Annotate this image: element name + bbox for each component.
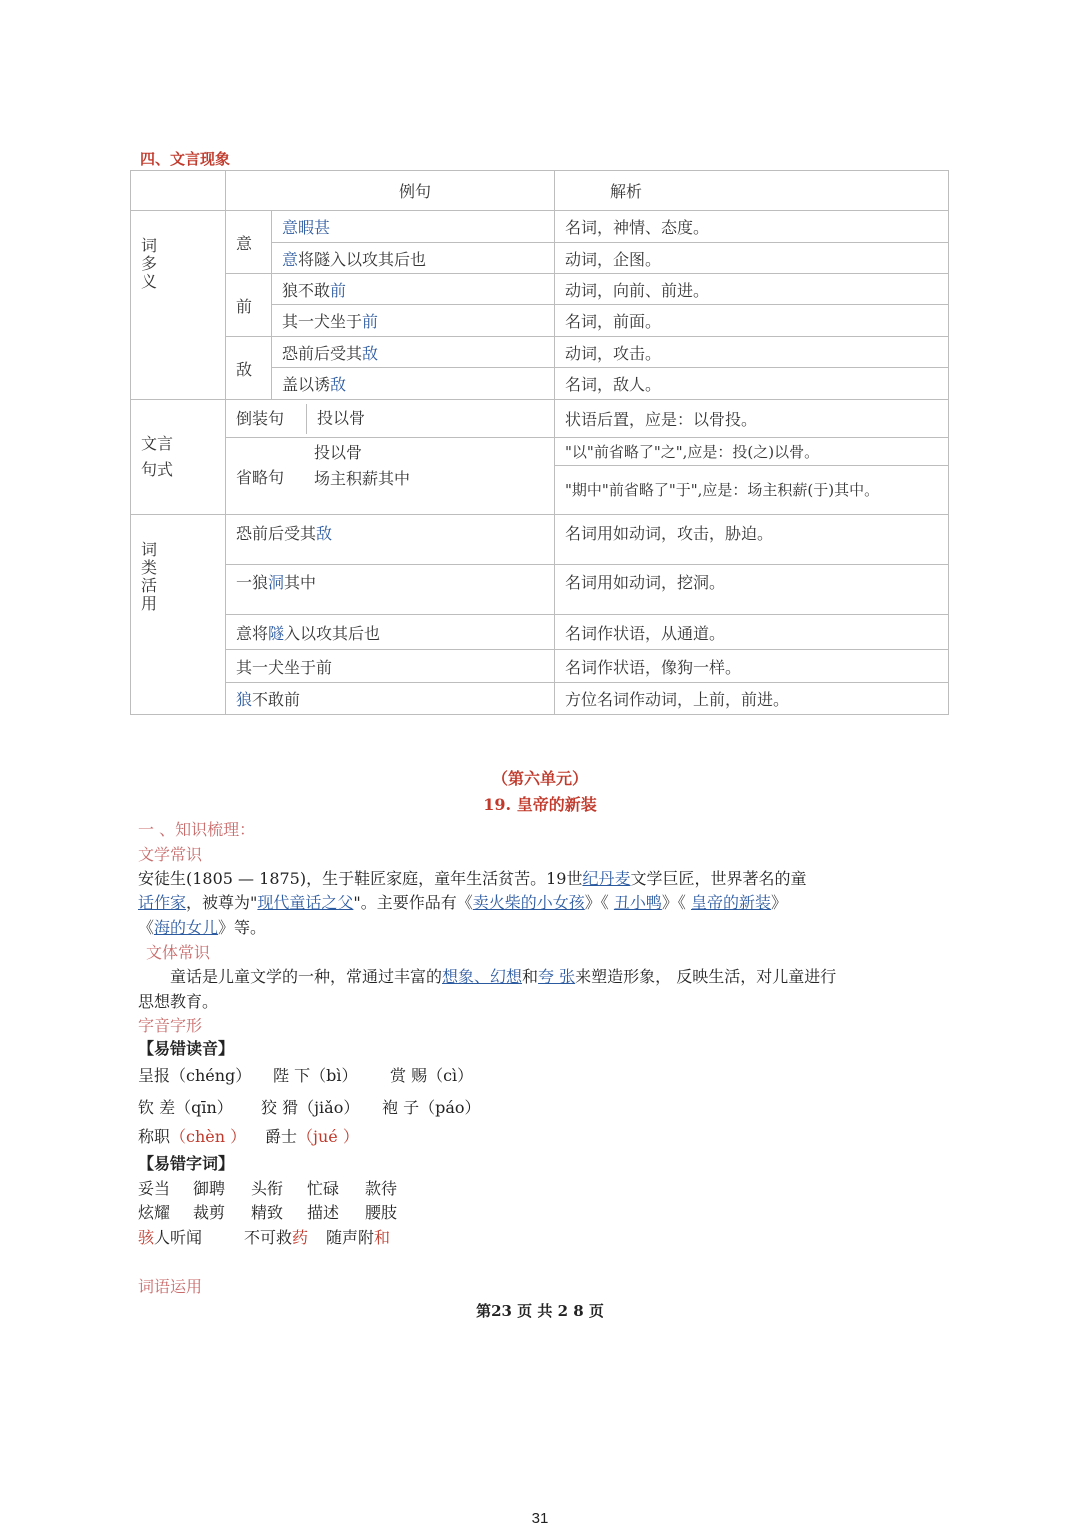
word-label: 敌 [226,337,272,400]
knowledge-heading: 一 、知识梳理： [138,820,256,839]
unit-title: （第六单元） [491,769,588,788]
pron-item: 袍 子（páo） [382,1098,481,1117]
example-post: 坐于前 [284,657,333,677]
example-post: 其中 [284,573,317,592]
lesson-title: 19. 皇帝的新装 [483,795,597,814]
example-cell [272,305,555,337]
analysis-cell: "以"前省略了"之",应是：投(之)以骨。 [555,438,949,466]
example-cell [272,243,555,274]
underlined-text: 纪丹麦 [582,869,631,888]
example-cell [226,615,555,650]
word-item: 裁剪 [193,1203,226,1222]
example-cell [226,400,555,438]
category-label: 词类活用 [141,540,158,613]
text: 和 [522,967,539,986]
analysis-cell: 名词用如动词，挖洞。 [555,565,949,615]
char-heading: 字音字形 [138,1016,203,1035]
category-usage [131,515,226,715]
example-cell [272,211,555,243]
example-highlight: 隧 [268,623,285,643]
pron-item: 赏 赐（cì） [390,1066,474,1085]
category-sentence [131,400,226,515]
word-item: 描述 [307,1203,340,1222]
pattern-label: 省略句 [236,467,285,487]
example-pre: 恐前后受其 [236,524,317,543]
page-footer: 第23 页 共 2 8 页 [476,1302,604,1320]
underlined-text: 皇帝的新装 [691,893,772,912]
usage-heading: 词语运用 [138,1277,203,1296]
text: 》《 [584,893,614,912]
text: 来塑造形象， 反映生活，对儿童进行 [575,967,837,986]
word-item: 款待 [365,1179,398,1198]
table-row [131,400,949,438]
analysis-cell: 名词作状语，像狗一样。 [555,650,949,683]
section-title: 四、文言现象 [140,150,231,168]
word-item: 头衔 [251,1179,284,1198]
analysis-cell: 动词，攻击。 [555,337,949,368]
example-cell [226,515,555,565]
example-pre: 其一 [236,657,269,677]
classical-chinese-table [130,170,949,715]
pronunciation-heading: 【易错读音】 [138,1039,235,1058]
category-polysemy [131,211,226,400]
underlined-text: 想象、幻想 [442,967,523,986]
analysis-cell: 名词作状语，从通道。 [555,615,949,650]
omitted-cell [226,438,555,515]
example-highlight: 前 [362,312,379,331]
example-cell [272,337,555,368]
word-red: 和 [374,1228,391,1247]
word-item: 御聘 [193,1179,226,1198]
analysis-cell: 名词，神情、态度。 [555,211,949,243]
table-row [131,211,949,243]
example-pre: 一狼 [236,573,269,592]
table-row [131,438,949,466]
table-row [131,650,949,683]
word-item: 精致 [251,1203,284,1222]
example-cell [226,683,555,715]
header-example: 例句 [226,171,555,211]
text: ，被尊为" [186,893,258,912]
genre-heading: 文体常识 [146,943,211,962]
word-item: 妥当 [138,1179,171,1198]
example-highlight: 敌 [330,375,347,394]
example-text: 投以骨 [317,408,366,428]
example-pre: 其一犬坐于 [282,312,363,331]
word-heading: 【易错字词】 [138,1154,235,1173]
literature-text-line3 [138,915,266,938]
word-item: 炫耀 [138,1203,171,1222]
underlined-text: 卖火柴的小女孩 [472,893,585,912]
table-row [131,515,949,565]
example-post: 将隧入以攻其后也 [298,249,427,269]
word-item: 人听闻 [154,1228,203,1247]
word-row [138,1176,397,1199]
genre-text-line2: 思想教育。 [138,992,219,1011]
pron-item: 呈报（chéng） [138,1066,252,1085]
table-row [131,274,949,305]
example-text: 场主积薪其中 [314,469,411,488]
example-pre: 意将 [236,623,269,643]
literature-heading: 文学常识 [138,845,203,864]
pronunciation-row [138,1063,473,1086]
analysis-cell: 方位名词作动词，上前，前进。 [555,683,949,715]
pron-item: 钦 差（qīn） [138,1098,233,1117]
text: 安徒生(1805 — 1875)，生于鞋匠家庭，童年生活贫苦。19世 [138,869,583,888]
word-item: 随声附 [326,1228,375,1247]
pattern-label: 倒装句 [236,408,285,428]
text: "。主要作品有《 [353,893,473,912]
pron-word: 称职 [138,1127,171,1146]
page-number: 31 [531,1510,549,1527]
example-highlight: 敌 [316,524,333,543]
example-post: 暇甚 [298,218,331,237]
underlined-text: 海的女儿 [154,918,219,937]
example-highlight: 敌 [362,343,379,363]
text: 》等。 [218,918,267,937]
underlined-text: 丑小鸭 [613,893,662,912]
underlined-text: 现代童话之父 [257,893,354,912]
word-row [138,1200,397,1223]
example-highlight: 狼 [236,690,253,709]
text: 》《 [661,893,691,912]
text: 童话是儿童文学的一种，常通过丰富的 [170,967,443,986]
word-label: 意 [226,211,272,274]
pron-item: 狡 猾（jiǎo） [261,1098,360,1117]
example-cell [226,650,555,683]
example-post: 入以攻其后也 [284,623,381,643]
word-item: 忙碌 [307,1179,340,1198]
word-item: 腰肢 [365,1203,398,1222]
pron-item: 陛 下（bì） [273,1066,358,1085]
example-cell [272,274,555,305]
category-label: 文言句式 [141,434,174,479]
pron-word: 爵士 [265,1127,298,1146]
pron-pinyin: （chèn ） [170,1127,247,1146]
pronunciation-row [138,1095,481,1118]
example-text: 投以骨 [314,443,363,462]
analysis-cell: 动词，企图。 [555,243,949,274]
table-row [131,565,949,615]
example-highlight: 犬 [268,657,285,677]
underlined-text: 夸 张 [538,967,576,986]
analysis-cell: 状语后置，应是：以骨投。 [555,400,949,438]
word-item: 不可救 [244,1228,293,1247]
analysis-cell: 名词用如动词，攻击，胁迫。 [555,515,949,565]
text: 》 [771,893,788,912]
example-highlight: 洞 [268,573,285,592]
analysis-cell: "期中"前省略了"于",应是：场主积薪(于)其中。 [555,466,949,515]
example-highlight: 前 [330,280,347,300]
example-post: 不敢前 [252,690,301,709]
example-pre: 狼不敢 [282,280,331,300]
literature-text-line2 [138,890,787,913]
table-row [131,683,949,715]
literature-text-line1 [138,866,807,889]
text: 《 [138,918,155,937]
example-highlight: 意 [282,218,299,237]
table-header-row [131,171,949,211]
analysis-cell: 名词，敌人。 [555,368,949,400]
text: 文学巨匠，世界著名的童 [630,869,807,888]
underlined-text: 话作家 [138,893,187,912]
word-red: 骇 [138,1228,155,1247]
table-row [131,337,949,368]
example-pre: 恐前后受其 [282,343,363,363]
analysis-cell: 动词，向前、前进。 [555,274,949,305]
header-analysis: 解析 [555,171,949,211]
word-red: 药 [292,1228,309,1247]
genre-text-line1 [170,964,836,987]
example-cell [272,368,555,400]
example-pre: 盖以诱 [282,375,331,394]
category-label: 词多义 [141,236,158,291]
pronunciation-row [138,1124,359,1147]
example-highlight: 意 [282,249,299,269]
analysis-cell: 名词，前面。 [555,305,949,337]
pron-pinyin: （jué ） [297,1127,359,1146]
table-row [131,615,949,650]
word-label: 前 [226,274,272,337]
example-cell [226,565,555,615]
word-row [138,1225,390,1248]
